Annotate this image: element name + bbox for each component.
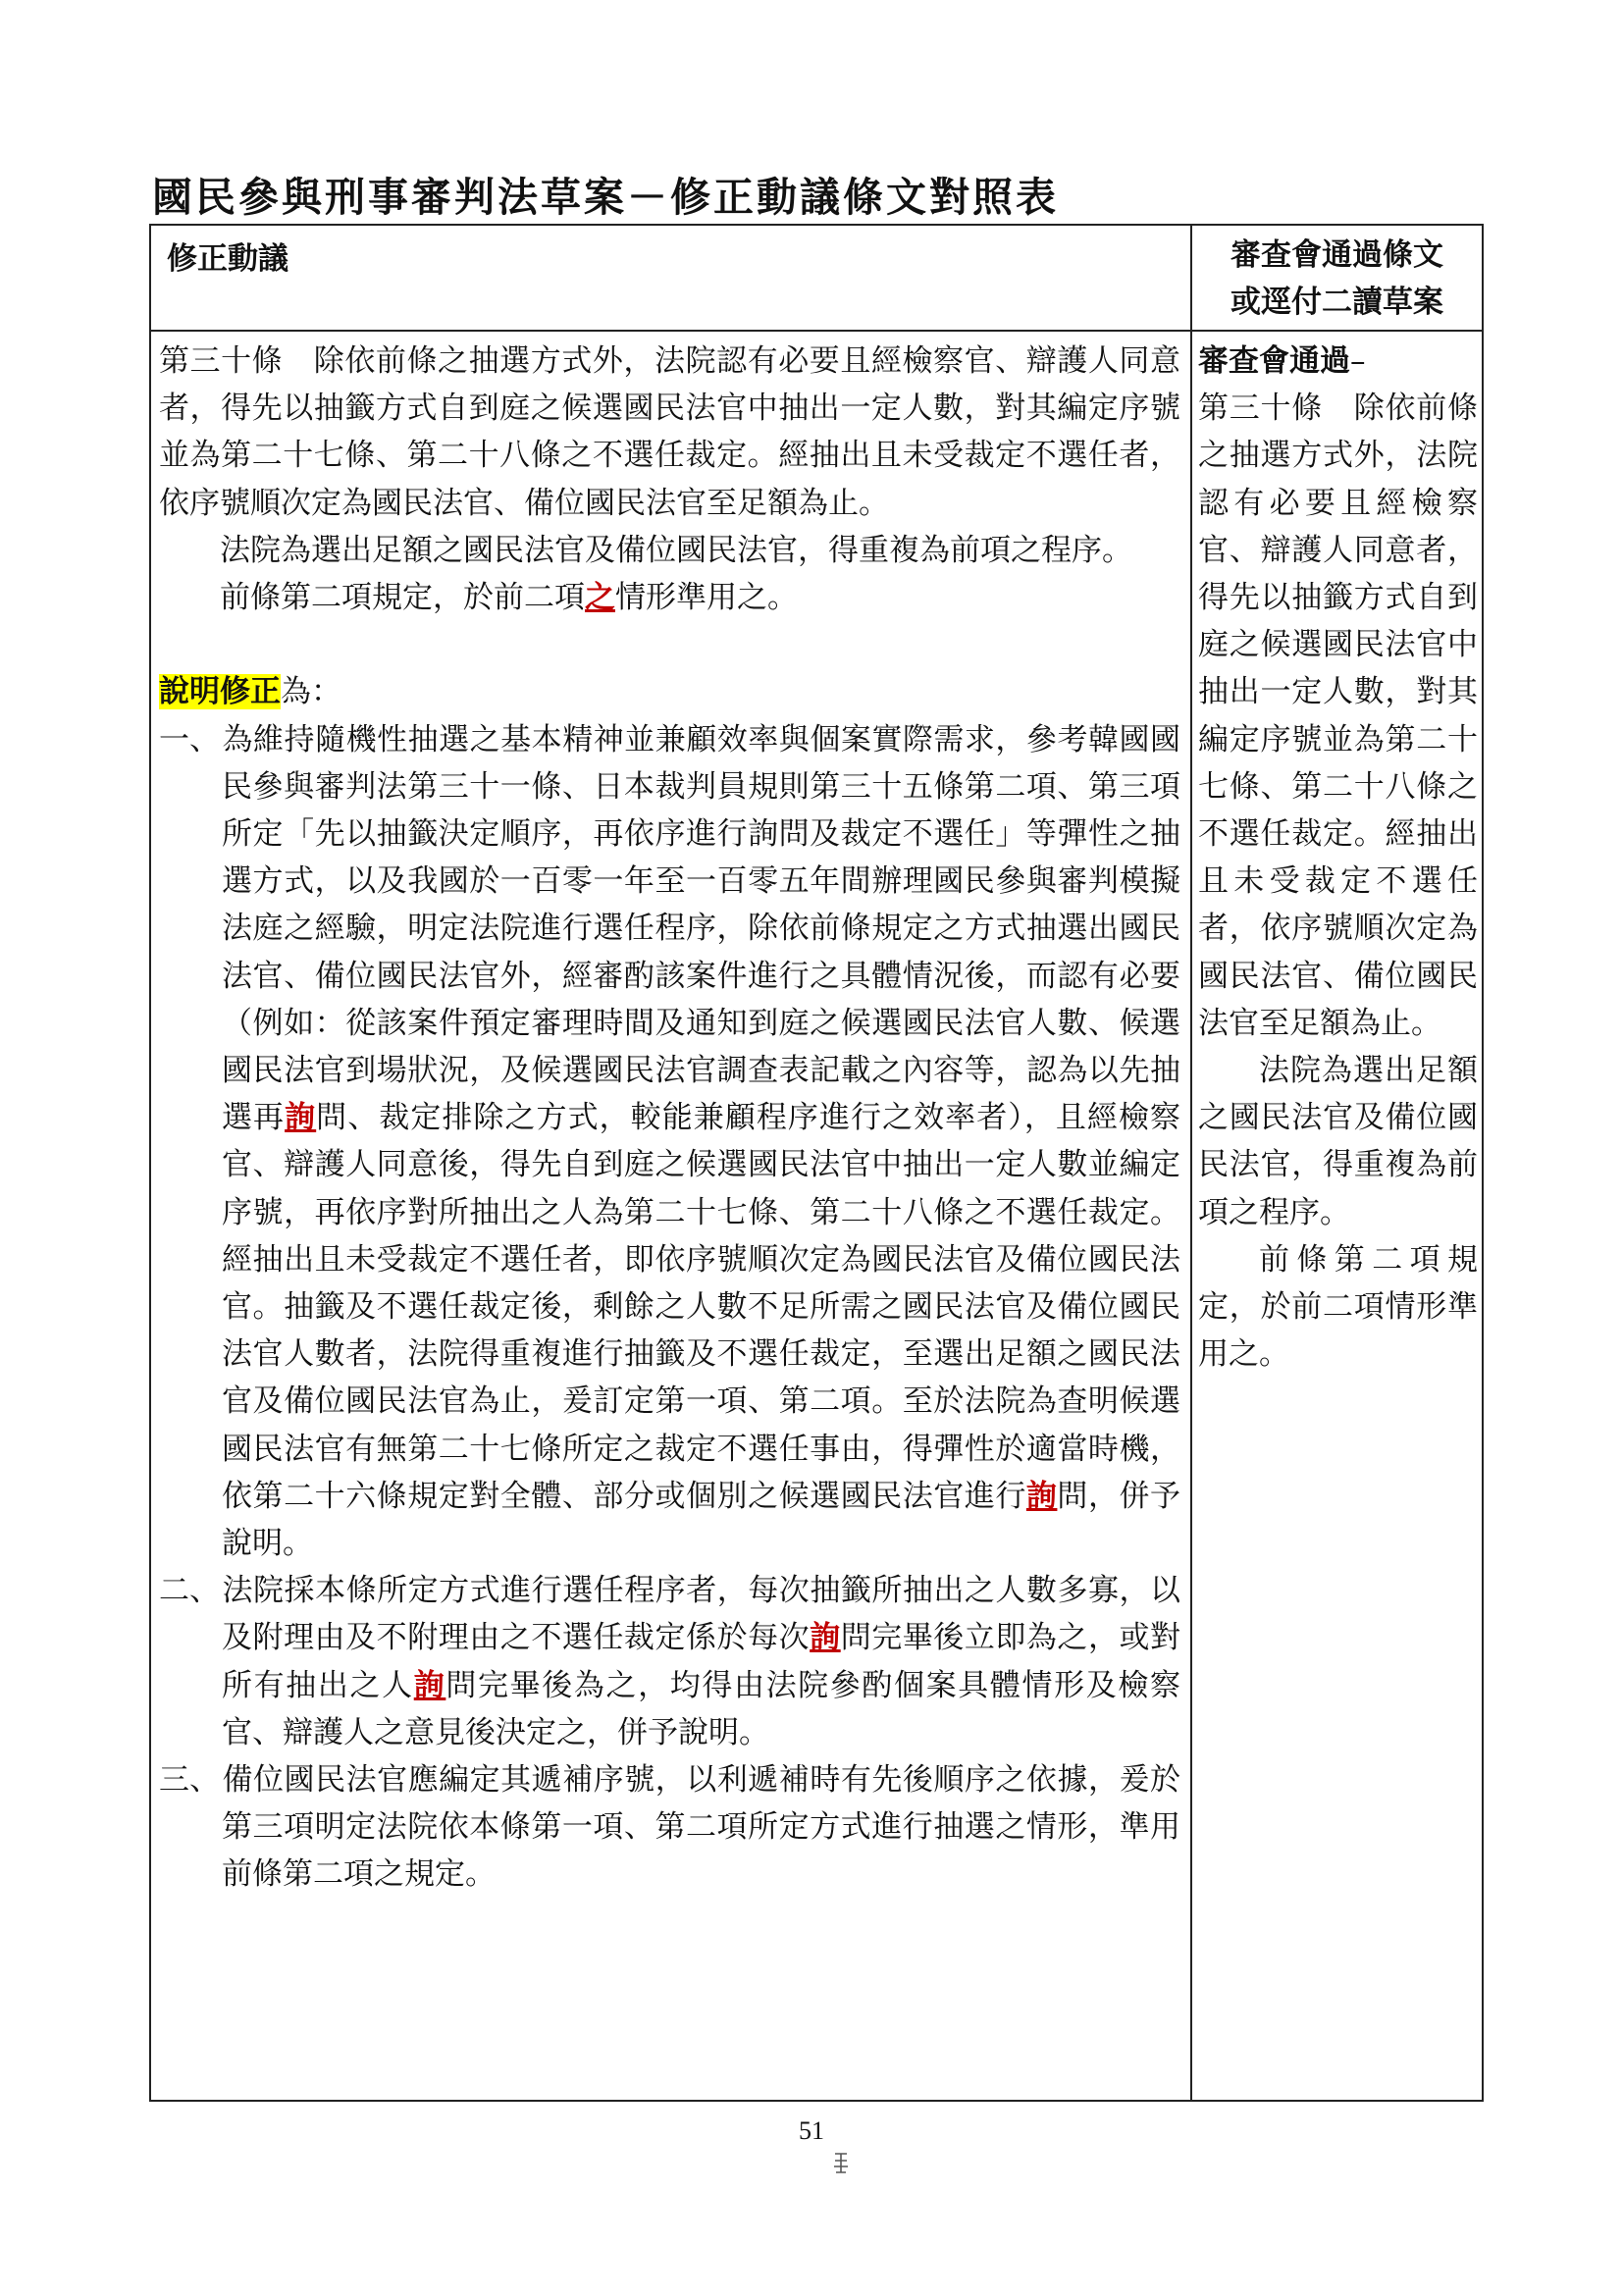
explanation-heading: [159, 668, 1180, 715]
amendment-motion-cell: [150, 331, 1191, 2101]
item-text: 為維持隨機性抽選之基本精神並兼顧效率與個案實際需求，參考韓國國民參與審判法第三十一條、日本裁判員規則第三十五條第二項、第三項所定「先以抽籤決定順序，再依序進行詢問及裁定不選任」等彈性之抽選方式，以及我國於一百零一年至一百零五年間辦理國民參與審判模擬法庭之經驗，明定法院進行選任程序，除依前條規定之方式抽選出國民法官、備位國民法官外，經審酌該案件進行之具體情況後，而認有必要（例如：從該案件預定審理時間及通知到庭之候選國民法官人數、候選國民法官到場狀況，及候選國民法官調查表記載之內容等，認為以先抽選再: [222, 721, 1180, 1136]
spacer: [159, 621, 1180, 668]
paragraph-3-text-a: 前條第二項規定，於前二項: [220, 580, 585, 616]
approval-status: [1198, 338, 1478, 385]
header-right-line1: 審查會通過條文: [1230, 237, 1443, 273]
item-text: 備位國民法官應編定其遞補序號，以利遞補時有先後順序之依據，爰於第三項明定法院依本條第一項、第二項所定方式進行抽選之情形，準用前條第二項之規定。: [222, 1762, 1180, 1893]
committee-approved-cell: [1191, 331, 1483, 2101]
comparison-table: [149, 224, 1484, 2102]
header-committee-approved: [1191, 225, 1483, 331]
seal-mark-icon: [831, 2151, 851, 2176]
page-number: 51: [799, 2116, 824, 2145]
item-text: 問完畢後為之，均得由法院參酌個案具體情形及檢察官、辯護人之意見後決定之，併予說明。: [222, 1667, 1181, 1750]
approval-status-label: 審查會通過: [1198, 343, 1350, 379]
item-text: 法院採本條所定方式進行選任程序者，每次抽籤所抽出之人數多寡，以及附理由及不附理由之不選任裁定係於每次: [222, 1573, 1180, 1656]
item-text: 問完畢後立即為之，或對所有抽出之人: [222, 1620, 1181, 1703]
article-30-paragraph-1: 第三十條 除依前條之抽選方式外，法院認有必要且經檢察官、辯護人同意者，得先以抽籤方式自到庭之候選國民法官中抽出一定人數，對其編定序號並為第二十七條、第二十八條之不選任裁定。經抽出且未受裁定不選任者，依序號順次定為國民法官、備位國民法官至足額為止。: [159, 343, 1180, 521]
explanation-suffix: 為：: [281, 674, 341, 710]
item-text: 問，併予說明。: [222, 1478, 1181, 1562]
approved-paragraph-2: 法院為選出足額之國民法官及備位國民法官，得重複為前項之程序。: [1198, 1053, 1478, 1230]
item-number: 一、: [159, 721, 220, 757]
approved-paragraph-3: 前條第二項規定，於前二項情形準用之。: [1198, 1241, 1478, 1373]
header-right-line2: 或逕付二讀草案: [1230, 285, 1443, 320]
explanation-label-highlight: 說明修正: [159, 674, 281, 710]
article-30-paragraph-2: 法院為選出足額之國民法官及備位國民法官，得重複為前項之程序。: [220, 532, 1132, 568]
item-text: 問、裁定排除之方式，較能兼顧程序進行之效率者），且經檢察官、辯護人同意後，得先自到庭之候選國民法官中抽出一定人數並編定序號，再依序對所抽出之人為第二十七條、第二十八條之不選任裁定。經抽出且未受裁定不選任者，即依序號順次定為國民法官及備位國民法官。抽籤及不選任裁定後，剩餘之人數不足所需之國民法官及備位國民法官人數者，法院得重複進行抽籤及不選任裁定，至選出足額之國民法官及備位國民法官為止，爰訂定第一項、第二項。至於法院為查明候選國民法官有無第二十七條所定之裁定不選任事由，得彈性於適當時機，依第二十六條規定對全體、部分或個別之候選國民法官進行: [222, 1100, 1181, 1514]
item-number: 二、: [159, 1573, 220, 1609]
paragraph-3-text-b: 情形準用之。: [615, 580, 798, 616]
revision-mark: 詢: [285, 1100, 317, 1136]
explanation-item-1: [159, 716, 1180, 1568]
article-30-paragraph-3: [159, 574, 1180, 621]
header-amendment-motion: 修正動議: [150, 225, 1191, 331]
explanation-item-2: [159, 1567, 1180, 1756]
approved-paragraph-1: 第三十條 除依前條之抽選方式外，法院認有必要且經檢察官、辯護人同意者，得先以抽籤方式自到庭之候選國民法官中抽出一定人數，對其編定序號並為第二十七條、第二十八條之不選任裁定。經抽出且未受裁定不選任者，依序號順次定為國民法官、備位國民法官至足額為止。: [1198, 391, 1478, 1041]
table-body-row: [150, 331, 1483, 2101]
document-title: 國民參與刑事審判法草案－修正動議條文對照表: [152, 174, 1059, 221]
table-header-row: [150, 225, 1483, 331]
approval-status-dash: –: [1350, 343, 1366, 379]
revision-mark: 詢: [810, 1620, 841, 1656]
revision-mark: 詢: [1025, 1478, 1058, 1514]
item-number: 三、: [159, 1762, 220, 1799]
explanation-item-3: [159, 1756, 1180, 1899]
revision-mark: 之: [585, 580, 615, 616]
revision-mark: 詢: [413, 1667, 446, 1703]
